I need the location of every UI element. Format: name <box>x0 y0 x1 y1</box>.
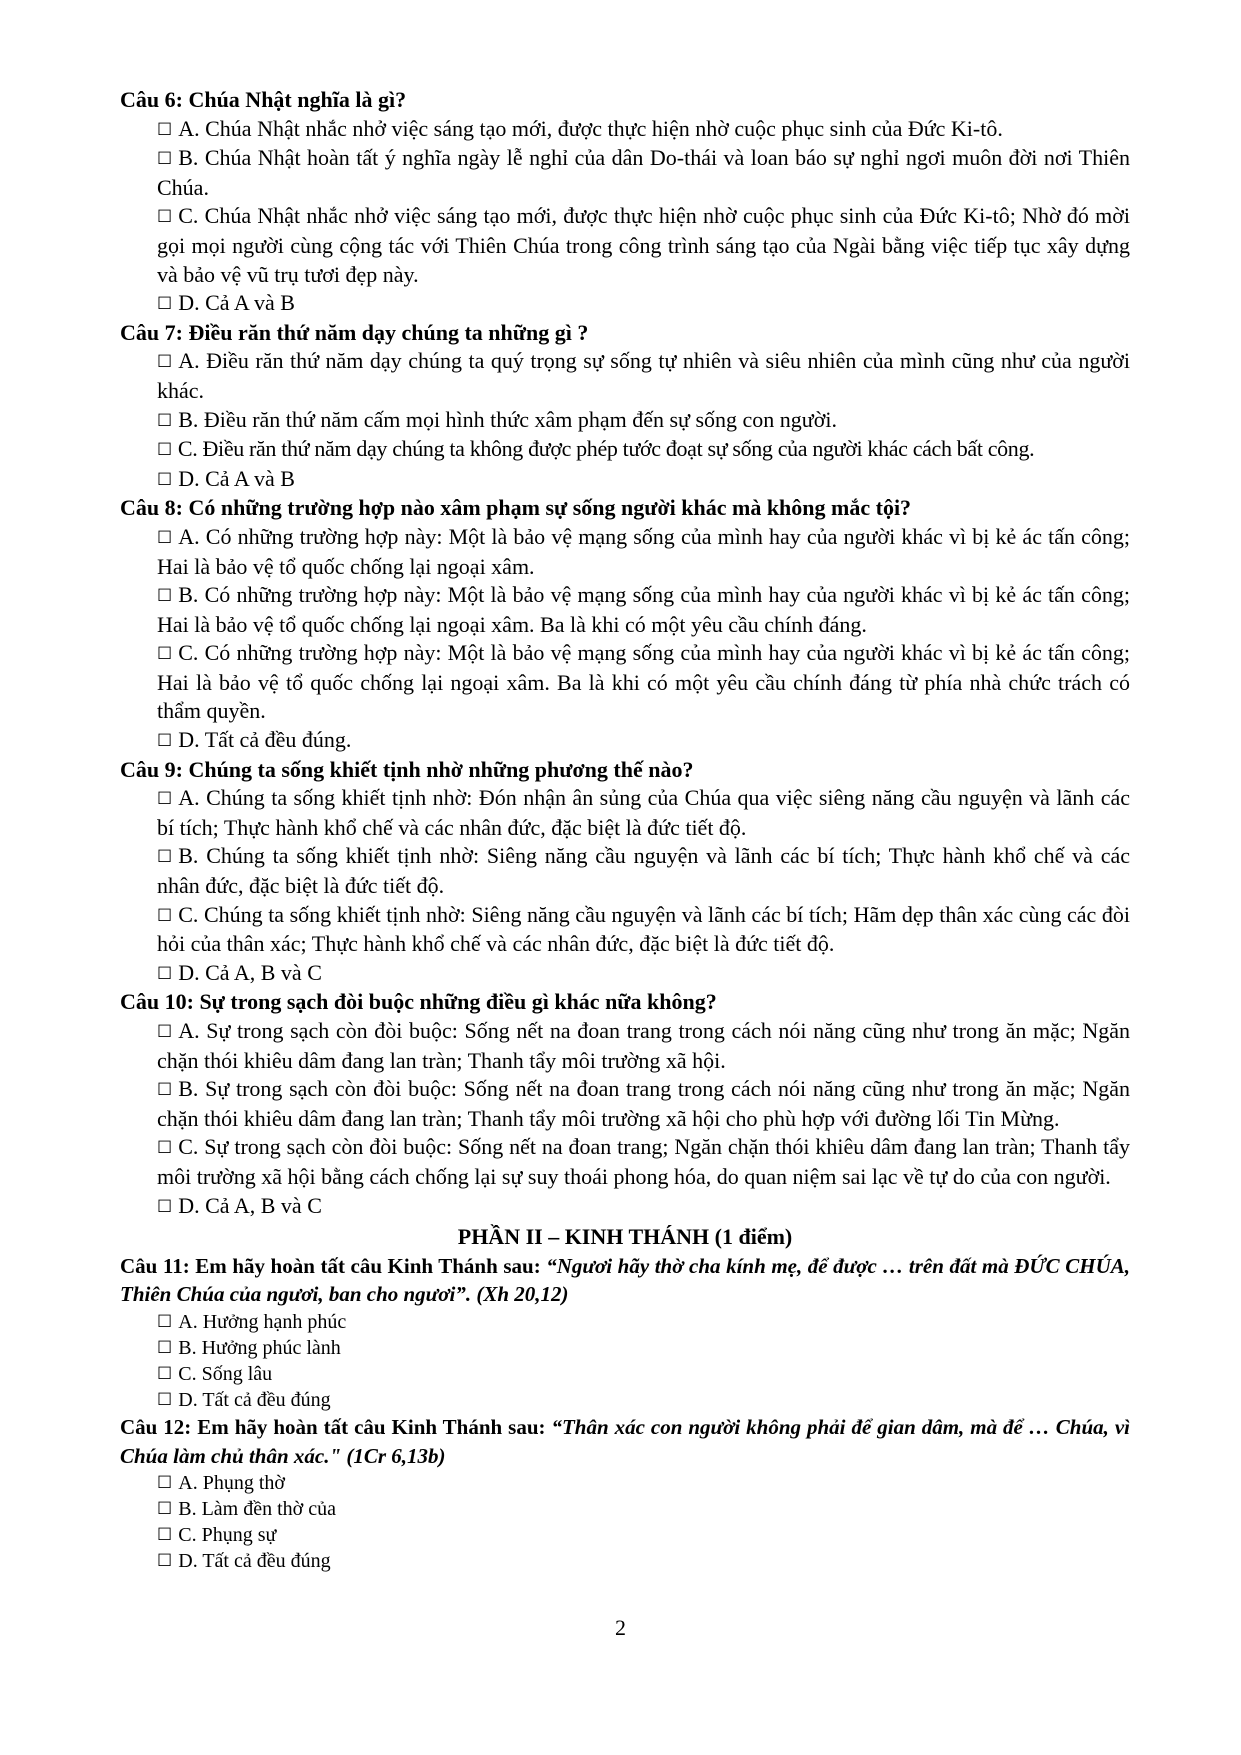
option-text: A. Hưởng hạnh phúc <box>178 1310 347 1333</box>
option-text: D. Tất cả đều đúng. <box>178 727 352 753</box>
checkbox-icon[interactable]: ☐ <box>157 1473 173 1494</box>
checkbox-icon[interactable]: ☐ <box>157 905 173 926</box>
option-b[interactable] <box>157 1496 1130 1522</box>
question-title: Câu 8: Có những trường hợp nào xâm phạm sự sống người khác mà không mắc tội? <box>120 495 912 521</box>
checkbox-icon[interactable]: ☐ <box>157 352 173 373</box>
question-12 <box>120 1413 1130 1574</box>
question-title <box>120 1413 1130 1470</box>
scripture-quote: “Thân xác con người không phải để gian dâm, mà để … Chúa, vì Chúa làm chủ thân xác." (1Cr 6,13b) <box>120 1414 1130 1468</box>
option-text: A. Chúng ta sống khiết tịnh nhờ: Đón nhận ân sủng của Chúa qua việc siêng năng cầu nguyện và lãnh các bí tích; Thực hành khổ chế và các nhân đức, đặc biệt là đức tiết độ. <box>157 785 1130 840</box>
option-text: C. Chúa Nhật nhắc nhở việc sáng tạo mới, được thực hiện nhờ cuộc phục sinh của Đức Ki-tô; Nhờ đó mời gọi mọi người cùng cộng tác với Thiên Chúa trong công trình sáng tạo của Ngài bằng việc tiếp tục xây dựng và bảo vệ vũ trụ tươi đẹp này. <box>157 203 1130 287</box>
option-text: B. Làm đền thờ của <box>178 1498 337 1521</box>
question-title: Câu 6: Chúa Nhật nghĩa là gì? <box>120 87 407 112</box>
option-c[interactable] <box>157 639 1130 726</box>
option-c[interactable] <box>157 1133 1130 1191</box>
checkbox-icon[interactable]: ☐ <box>157 294 173 315</box>
option-text: D. Cả A và B <box>178 290 295 316</box>
checkbox-icon[interactable]: ☐ <box>157 1499 173 1520</box>
checkbox-icon[interactable]: ☐ <box>157 1311 173 1332</box>
option-c[interactable] <box>157 1361 1130 1387</box>
checkbox-icon[interactable]: ☐ <box>157 207 173 228</box>
question-title: Câu 7: Điều răn thứ năm dạy chúng ta những gì ? <box>120 319 589 345</box>
checkbox-icon[interactable]: ☐ <box>157 1551 173 1572</box>
checkbox-icon[interactable]: ☐ <box>157 731 173 752</box>
checkbox-icon[interactable]: ☐ <box>157 586 173 607</box>
option-a[interactable] <box>157 1309 1130 1335</box>
checkbox-icon[interactable]: ☐ <box>157 963 173 984</box>
question-7 <box>120 319 1130 495</box>
checkbox-icon[interactable]: ☐ <box>157 469 173 490</box>
option-text: A. Có những trường hợp này: Một là bảo vệ mạng sống của mình hay của người khác vì bị kẻ ác tấn công; Hai là bảo vệ tổ quốc chống lại ngoại xâm. <box>157 523 1130 579</box>
option-a[interactable] <box>157 347 1130 405</box>
option-a[interactable] <box>157 523 1130 581</box>
checkbox-icon[interactable]: ☐ <box>157 1080 173 1101</box>
option-d[interactable] <box>157 1192 1130 1222</box>
option-text: B. Hưởng phúc lành <box>178 1336 341 1359</box>
option-text: C. Có những trường hợp này: Một là bảo vệ mạng sống của mình hay của người khác vì bị kẻ ác tấn công; Hai là bảo vệ tổ quốc chống lại ngoại xâm. Ba là khi có một yêu cầu chính đáng từ phía nhà chức trách có thẩm quyền. <box>157 640 1130 724</box>
question-11 <box>120 1252 1130 1413</box>
checkbox-icon[interactable]: ☐ <box>157 1337 173 1358</box>
question-prefix: Câu 12: Em hãy hoàn tất câu Kinh Thánh sau: <box>120 1414 552 1439</box>
option-text: A. Phụng thờ <box>178 1472 285 1495</box>
option-text: C. Chúng ta sống khiết tịnh nhờ: Siêng năng cầu nguyện và lãnh các bí tích; Hãm dẹp thân xác cùng các đòi hỏi của thân xác; Thực hành khổ chế và các nhân đức, đặc biệt là đức tiết độ. <box>157 901 1130 957</box>
question-title: Câu 9: Chúng ta sống khiết tịnh nhờ những phương thế nào? <box>120 756 694 782</box>
option-text: A. Sự trong sạch còn đòi buộc: Sống nết na đoan trang trong cách nói năng cũng như trong ăn mặc; Ngăn chặn thói khiêu dâm đang lan tràn; Thanh tẩy môi trường xã hội. <box>157 1018 1130 1073</box>
option-text: C. Điều răn thứ năm dạy chúng ta không được phép tước đoạt sự sống của người khác cách bất công. <box>177 436 1035 462</box>
question-6 <box>120 86 1130 319</box>
option-d[interactable] <box>157 465 1130 495</box>
question-9 <box>120 756 1130 989</box>
option-a[interactable] <box>157 1470 1130 1496</box>
checkbox-icon[interactable]: ☐ <box>157 410 173 431</box>
option-text: B. Chúa Nhật hoàn tất ý nghĩa ngày lễ nghỉ của dân Do-thái và loan báo sự nghỉ ngơi muôn đời nơi Thiên Chúa. <box>157 145 1130 200</box>
option-text: B. Có những trường hợp này: Một là bảo vệ mạng sống của mình hay của người khác vì bị kẻ ác tấn công; Hai là bảo vệ tổ quốc chống lại ngoại xâm. Ba là khi có một yêu cầu chính đáng. <box>157 582 1130 637</box>
option-text: B. Sự trong sạch còn đòi buộc: Sống nết na đoan trang trong cách nói năng cũng như trong ăn mặc; Ngăn chặn thói khiêu dâm đang lan tràn; Thanh tẩy môi trường xã hội cho phù hợp với đường lối Tin Mừng. <box>157 1076 1130 1131</box>
checkbox-icon[interactable]: ☐ <box>157 644 173 665</box>
question-8 <box>120 494 1130 755</box>
option-c[interactable] <box>157 202 1130 289</box>
option-c[interactable] <box>157 435 1130 465</box>
option-a[interactable] <box>157 1017 1130 1075</box>
option-text: A. Chúa Nhật nhắc nhở việc sáng tạo mới, được thực hiện nhờ cuộc phục sinh của Đức Ki-tô. <box>178 115 1003 141</box>
checkbox-icon[interactable]: ☐ <box>157 1022 173 1042</box>
option-d[interactable] <box>157 289 1130 319</box>
option-b[interactable] <box>157 581 1130 639</box>
option-text: D. Tất cả đều đúng <box>178 1388 331 1411</box>
option-text: C. Sự trong sạch còn đòi buộc: Sống nết na đoan trang; Ngăn chặn thói khiêu dâm đang lan tràn; Thanh tẩy môi trường xã hội bằng cách chống lại sự suy thoái phong hóa, do quan niệm sai lạc về tự do của con người. <box>157 1134 1130 1189</box>
section-heading: PHẦN II – KINH THÁNH (1 điểm) <box>457 1224 793 1250</box>
option-text: B. Chúng ta sống khiết tịnh nhờ: Siêng năng cầu nguyện và lãnh các bí tích; Thực hành khổ chế và các nhân đức, đặc biệt là đức tiết độ. <box>157 843 1130 899</box>
option-b[interactable] <box>157 144 1130 202</box>
question-10 <box>120 988 1130 1221</box>
option-text: C. Phụng sự <box>178 1524 277 1547</box>
option-text: A. Điều răn thứ năm dạy chúng ta quý trọng sự sống tự nhiên và siêu nhiên của mình cũng như của người khác. <box>157 348 1130 403</box>
option-c[interactable] <box>157 1522 1130 1548</box>
scripture-quote: “Ngươi hãy thờ cha kính mẹ, để được … trên đất mà ĐỨC CHÚA, Thiên Chúa của ngươi, ban cho ngươi”. (Xh 20,12) <box>120 1253 1131 1307</box>
checkbox-icon[interactable]: ☐ <box>157 119 173 140</box>
option-c[interactable] <box>157 901 1130 959</box>
question-title: Câu 10: Sự trong sạch đòi buộc những điều gì khác nữa không? <box>120 989 717 1015</box>
checkbox-icon[interactable]: ☐ <box>157 440 172 461</box>
page-number: 2 <box>615 1615 626 1640</box>
option-b[interactable] <box>157 1075 1130 1133</box>
option-b[interactable] <box>157 842 1130 900</box>
option-a[interactable] <box>157 115 1130 145</box>
option-text: B. Điều răn thứ năm cấm mọi hình thức xâm phạm đến sự sống con người. <box>178 406 837 432</box>
option-text: C. Sống lâu <box>178 1362 273 1385</box>
option-d[interactable] <box>157 726 1130 756</box>
question-prefix: Câu 11: Em hãy hoàn tất câu Kinh Thánh sau: <box>120 1253 547 1278</box>
option-d[interactable] <box>157 959 1130 989</box>
option-text: D. Cả A, B và C <box>178 1192 322 1218</box>
checkbox-icon[interactable]: ☐ <box>157 789 173 810</box>
exam-page <box>120 86 1130 1574</box>
option-d[interactable] <box>157 1387 1130 1413</box>
checkbox-icon[interactable]: ☐ <box>157 1389 173 1410</box>
checkbox-icon[interactable]: ☐ <box>157 1525 173 1546</box>
option-text: D. Cả A và B <box>178 465 295 491</box>
option-b[interactable] <box>157 1335 1130 1361</box>
checkbox-icon[interactable]: ☐ <box>157 847 173 868</box>
checkbox-icon[interactable]: ☐ <box>157 1138 173 1159</box>
option-d[interactable] <box>157 1548 1130 1574</box>
option-text: D. Tất cả đều đúng <box>178 1550 331 1573</box>
option-b[interactable] <box>157 406 1130 436</box>
option-a[interactable] <box>157 784 1130 842</box>
checkbox-icon[interactable]: ☐ <box>157 149 173 170</box>
option-text: D. Cả A, B và C <box>178 959 322 985</box>
question-title <box>120 1252 1130 1309</box>
checkbox-icon[interactable]: ☐ <box>157 1363 173 1384</box>
checkbox-icon[interactable]: ☐ <box>157 527 173 548</box>
checkbox-icon[interactable]: ☐ <box>157 1196 173 1217</box>
